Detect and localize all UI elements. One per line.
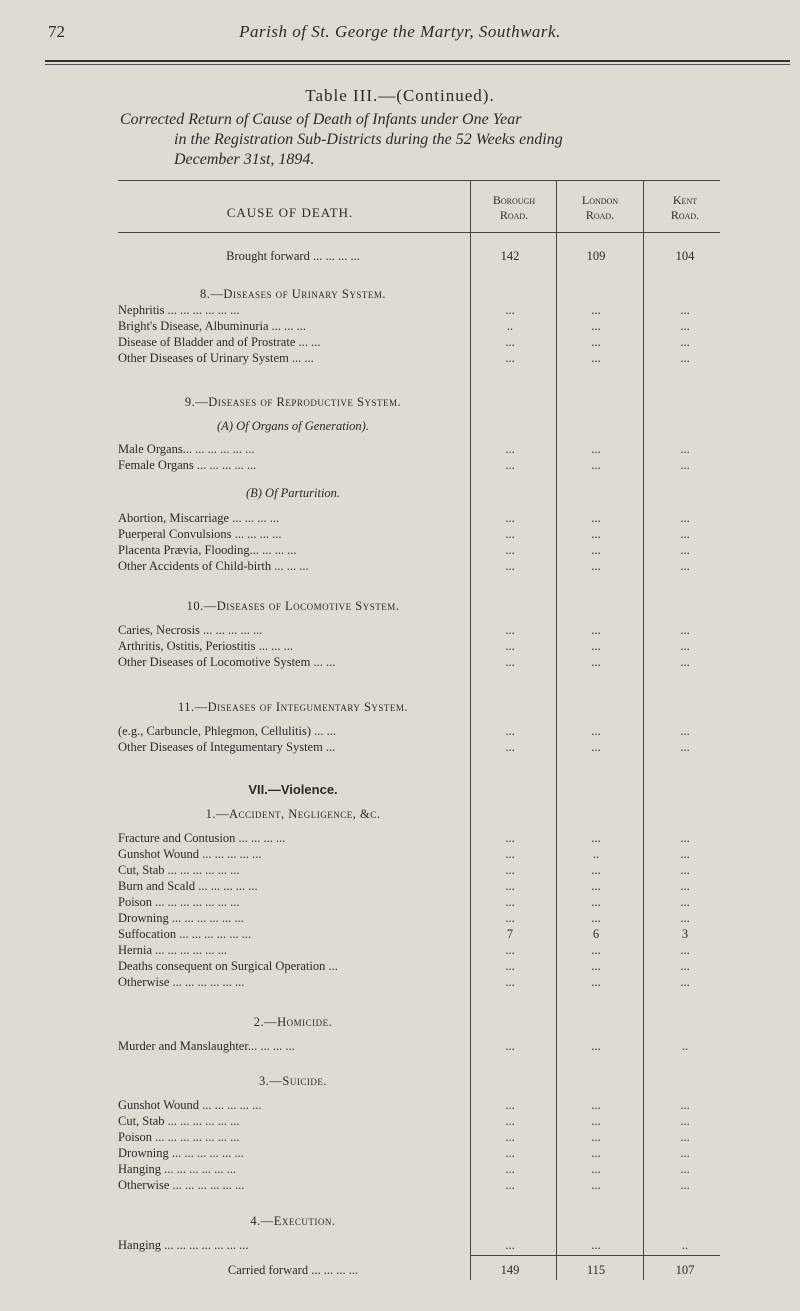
- table-row: [118, 1014, 718, 1030]
- kent-road-value: ...: [680, 1146, 690, 1160]
- cause-label: Other Diseases of Locomotive System ... ...: [118, 655, 336, 669]
- running-title: Parish of St. George the Martyr, Southwark.: [239, 22, 561, 41]
- column-header-line: Road.: [670, 208, 700, 222]
- london-road-value: 6: [592, 927, 600, 941]
- london-road-value: ...: [591, 740, 601, 754]
- london-road-value: ...: [591, 895, 601, 909]
- borough-road-value: ...: [505, 655, 515, 669]
- kent-road-value: ...: [680, 1114, 690, 1128]
- kent-road-value: ...: [680, 527, 690, 541]
- cause-label: Murder and Manslaughter... ... ... ...: [118, 1039, 295, 1053]
- kent-road-value: ...: [680, 442, 690, 456]
- cause-label: Bright's Disease, Albuminuria ... ... ...: [118, 319, 307, 333]
- borough-road-value: ...: [505, 1039, 515, 1053]
- header-rule: [45, 60, 790, 62]
- table-title: Table III.—(Continued).: [305, 86, 495, 105]
- cause-label: Cut, Stab ... ... ... ... ... ...: [118, 1114, 240, 1128]
- table-row: [118, 318, 718, 334]
- borough-road-value: ...: [505, 911, 515, 925]
- borough-road-value: ...: [505, 1114, 515, 1128]
- london-road-value: ...: [591, 1178, 601, 1192]
- table-row: [118, 622, 718, 638]
- table-row: [118, 974, 718, 990]
- borough-road-value: ...: [505, 527, 515, 541]
- borough-road-value: ...: [505, 724, 515, 738]
- table-top-rule: [118, 180, 720, 181]
- cause-label: Gunshot Wound ... ... ... ... ...: [118, 847, 262, 861]
- london-road-value: ...: [591, 351, 601, 365]
- borough-road-value: ...: [505, 879, 515, 893]
- cause-label: (A) Of Organs of Generation).: [217, 419, 369, 433]
- table-row: [118, 1161, 718, 1177]
- borough-road-value: ..: [506, 319, 514, 333]
- table-row: [118, 441, 718, 457]
- kent-road-value: ...: [680, 847, 690, 861]
- table-row: [118, 723, 718, 739]
- column-header-line: Road.: [499, 208, 529, 222]
- kent-road-value: ...: [680, 1162, 690, 1176]
- borough-road-value: ...: [505, 639, 515, 653]
- table-row: [118, 654, 718, 670]
- cause-label: Arthritis, Ostitis, Periostitis ... ... ...: [118, 639, 294, 653]
- table-row: [118, 302, 718, 318]
- london-road-value: ...: [591, 623, 601, 637]
- london-road-value: ...: [591, 442, 601, 456]
- cause-label: Fracture and Contusion ... ... ... ...: [118, 831, 286, 845]
- table-row: [118, 598, 718, 614]
- london-road-value: ...: [591, 1146, 601, 1160]
- borough-road-value: 7: [506, 927, 514, 941]
- kent-road-value: ...: [680, 303, 690, 317]
- subtitle-line: Corrected Return of Cause of Death of Infants under One Year: [120, 111, 522, 128]
- subtitle-line: December 31st, 1894.: [174, 151, 315, 168]
- kent-road-value: ...: [680, 543, 690, 557]
- borough-road-value: ...: [505, 559, 515, 573]
- cause-label: Poison ... ... ... ... ... ... ...: [118, 1130, 240, 1144]
- borough-road-value: ...: [505, 847, 515, 861]
- cause-label: Nephritis ... ... ... ... ... ...: [118, 303, 240, 317]
- borough-road-value: ...: [505, 543, 515, 557]
- kent-road-value: 104: [675, 249, 695, 263]
- kent-road-value: ...: [680, 943, 690, 957]
- table-row: [118, 248, 718, 264]
- london-road-value: ...: [591, 943, 601, 957]
- page-header: [0, 22, 800, 52]
- kent-road-value: ...: [680, 959, 690, 973]
- cause-label: Suffocation ... ... ... ... ... ...: [118, 927, 252, 941]
- borough-road-value: 142: [500, 249, 520, 263]
- table-row: [118, 1262, 718, 1278]
- cause-label: Poison ... ... ... ... ... ... ...: [118, 895, 240, 909]
- borough-road-value: ...: [505, 303, 515, 317]
- column-header-line: Road.: [585, 208, 615, 222]
- borough-road-value: ...: [505, 975, 515, 989]
- table-row: [118, 806, 718, 822]
- london-road-value: ...: [591, 1098, 601, 1112]
- cause-label: 4.—Execution.: [250, 1214, 336, 1228]
- table-row: [118, 846, 718, 862]
- london-road-value: ...: [591, 543, 601, 557]
- london-road-value: ...: [591, 724, 601, 738]
- subtitle-line: in the Registration Sub-Districts during the 52 Weeks ending: [174, 131, 563, 148]
- column-header-line: Kent: [672, 193, 698, 207]
- london-road-value: ...: [591, 975, 601, 989]
- kent-road-value: ...: [680, 895, 690, 909]
- cause-label: Puerperal Convulsions ... ... ... ...: [118, 527, 282, 541]
- london-road-value: ...: [591, 559, 601, 573]
- column-header-kent-road: [645, 193, 725, 223]
- borough-road-value: ...: [505, 1146, 515, 1160]
- kent-road-value: ...: [680, 1178, 690, 1192]
- table-row: [118, 1073, 718, 1089]
- kent-road-value: ...: [680, 335, 690, 349]
- cause-label: Deaths consequent on Surgical Operation ...: [118, 959, 338, 973]
- kent-road-value: ...: [680, 975, 690, 989]
- kent-road-value: ...: [680, 724, 690, 738]
- london-road-value: ...: [591, 1162, 601, 1176]
- london-road-value: ...: [591, 639, 601, 653]
- kent-road-value: ...: [680, 511, 690, 525]
- london-road-value: ...: [591, 458, 601, 472]
- header-rule-thin: [45, 64, 790, 65]
- table-row: [118, 958, 718, 974]
- london-road-value: ...: [591, 959, 601, 973]
- london-road-value: ...: [591, 655, 601, 669]
- borough-road-value: ...: [505, 458, 515, 472]
- london-road-value: ...: [591, 319, 601, 333]
- london-road-value: ...: [591, 1114, 601, 1128]
- kent-road-value: ...: [680, 740, 690, 754]
- column-header-line: Borough: [492, 193, 536, 207]
- borough-road-value: ...: [505, 511, 515, 525]
- borough-road-value: ...: [505, 831, 515, 845]
- borough-road-value: ...: [505, 335, 515, 349]
- cause-label: Brought forward ... ... ... ...: [226, 249, 360, 263]
- cause-label: 8.—Diseases of Urinary System.: [200, 287, 386, 301]
- table-row: [118, 942, 718, 958]
- kent-road-value: ...: [680, 655, 690, 669]
- table-row: [118, 910, 718, 926]
- table-header-rule: [118, 232, 720, 233]
- table-row: [118, 739, 718, 755]
- table-row: [118, 1213, 718, 1229]
- cause-label: Disease of Bladder and of Prostrate ... ...: [118, 335, 321, 349]
- cause-label: 1.—Accident, Negligence, &c.: [205, 807, 381, 821]
- cause-label: Carried forward ... ... ... ...: [227, 1263, 359, 1277]
- table-row: [118, 1113, 718, 1129]
- kent-road-value: ..: [681, 1039, 689, 1053]
- london-road-value: ...: [591, 911, 601, 925]
- cause-label: Hernia ... ... ... ... ... ...: [118, 943, 228, 957]
- cause-label: Female Organs ... ... ... ... ...: [118, 458, 257, 472]
- table-row: [118, 394, 718, 410]
- cause-label: (B) Of Parturition.: [245, 486, 341, 500]
- cause-label: 3.—Suicide.: [259, 1074, 327, 1088]
- cause-label: Other Accidents of Child-birth ... ... ...: [118, 559, 309, 573]
- london-road-value: ...: [591, 831, 601, 845]
- kent-road-value: 3: [681, 927, 689, 941]
- london-road-value: 115: [586, 1263, 606, 1277]
- kent-road-value: ..: [681, 1238, 689, 1252]
- table-row: [118, 1237, 718, 1253]
- table-row: [118, 558, 718, 574]
- table-row: [118, 699, 718, 715]
- cause-of-death-header: CAUSE OF DEATH.: [226, 205, 354, 220]
- borough-road-value: ...: [505, 895, 515, 909]
- cause-label: Otherwise ... ... ... ... ... ...: [118, 975, 245, 989]
- kent-road-value: ...: [680, 559, 690, 573]
- carried-forward-rule: [470, 1255, 720, 1256]
- table-row: [118, 286, 718, 302]
- table-row: [118, 542, 718, 558]
- table-subtitle: [120, 110, 740, 170]
- borough-road-value: ...: [505, 1098, 515, 1112]
- cause-label: 2.—Homicide.: [253, 1015, 333, 1029]
- table-row: [118, 926, 718, 942]
- kent-road-value: ...: [680, 863, 690, 877]
- table-row: [118, 782, 718, 798]
- london-road-value: ...: [591, 1039, 601, 1053]
- borough-road-value: ...: [505, 1238, 515, 1252]
- table-row: [118, 1177, 718, 1193]
- table-row: [118, 638, 718, 654]
- column-header-line: London: [581, 193, 619, 207]
- cause-label: Placenta Prævia, Flooding... ... ... ...: [118, 543, 297, 557]
- cause-label: Drowning ... ... ... ... ... ...: [118, 911, 244, 925]
- kent-road-value: ...: [680, 831, 690, 845]
- cause-label: Male Organs... ... ... ... ... ...: [118, 442, 255, 456]
- page-number: 72: [48, 22, 65, 41]
- cause-label: Burn and Scald ... ... ... ... ...: [118, 879, 258, 893]
- table-row: [118, 1038, 718, 1054]
- cause-label: Otherwise ... ... ... ... ... ...: [118, 1178, 245, 1192]
- cause-label: Cut, Stab ... ... ... ... ... ...: [118, 863, 240, 877]
- london-road-value: ...: [591, 335, 601, 349]
- kent-road-value: ...: [680, 1130, 690, 1144]
- kent-road-value: ...: [680, 623, 690, 637]
- kent-road-value: ...: [680, 639, 690, 653]
- borough-road-value: 149: [500, 1263, 520, 1277]
- kent-road-value: ...: [680, 911, 690, 925]
- table-row: [118, 526, 718, 542]
- table-row: [118, 1129, 718, 1145]
- cause-label: 11.—Diseases of Integumentary System.: [177, 700, 409, 714]
- borough-road-value: ...: [505, 863, 515, 877]
- table-row: [118, 334, 718, 350]
- cause-label: Other Diseases of Urinary System ... ...: [118, 351, 314, 365]
- kent-road-value: ...: [680, 1098, 690, 1112]
- table-row: [118, 457, 718, 473]
- table-row: [118, 894, 718, 910]
- london-road-value: ...: [591, 1130, 601, 1144]
- table-row: [118, 485, 718, 501]
- london-road-value: ...: [591, 511, 601, 525]
- table-row: [118, 862, 718, 878]
- borough-road-value: ...: [505, 623, 515, 637]
- column-header-borough-road: [472, 193, 556, 223]
- cause-label: Gunshot Wound ... ... ... ... ...: [118, 1098, 262, 1112]
- london-road-value: ...: [591, 527, 601, 541]
- borough-road-value: ...: [505, 740, 515, 754]
- table-row: [118, 1145, 718, 1161]
- borough-road-value: ...: [505, 1178, 515, 1192]
- london-road-value: 109: [586, 249, 606, 263]
- kent-road-value: 107: [675, 1263, 695, 1277]
- table-row: [118, 418, 718, 434]
- london-road-value: ...: [591, 879, 601, 893]
- kent-road-value: ...: [680, 458, 690, 472]
- london-road-value: ..: [592, 847, 600, 861]
- borough-road-value: ...: [505, 1130, 515, 1144]
- kent-road-value: ...: [680, 879, 690, 893]
- cause-label: 10.—Diseases of Locomotive System.: [186, 599, 400, 613]
- cause-label: (e.g., Carbuncle, Phlegmon, Cellulitis) ... ...: [118, 724, 337, 738]
- table-row: [118, 350, 718, 366]
- borough-road-value: ...: [505, 959, 515, 973]
- kent-road-value: ...: [680, 319, 690, 333]
- table-row: [118, 830, 718, 846]
- cause-label: Hanging ... ... ... ... ... ... ...: [118, 1238, 249, 1252]
- table-row: [118, 510, 718, 526]
- cause-label: Caries, Necrosis ... ... ... ... ...: [118, 623, 263, 637]
- london-road-value: ...: [591, 1238, 601, 1252]
- borough-road-value: ...: [505, 1162, 515, 1176]
- table-row: [118, 878, 718, 894]
- borough-road-value: ...: [505, 351, 515, 365]
- cause-label: Drowning ... ... ... ... ... ...: [118, 1146, 244, 1160]
- cause-label: VII.—Violence.: [248, 782, 338, 797]
- cause-label: 9.—Diseases of Reproductive System.: [184, 395, 402, 409]
- column-header-london-road: [558, 193, 642, 223]
- table-row: [118, 1097, 718, 1113]
- cause-label: Other Diseases of Integumentary System ...: [118, 740, 336, 754]
- borough-road-value: ...: [505, 442, 515, 456]
- london-road-value: ...: [591, 303, 601, 317]
- london-road-value: ...: [591, 863, 601, 877]
- cause-label: Hanging ... ... ... ... ... ...: [118, 1162, 237, 1176]
- kent-road-value: ...: [680, 351, 690, 365]
- borough-road-value: ...: [505, 943, 515, 957]
- cause-label: Abortion, Miscarriage ... ... ... ...: [118, 511, 280, 525]
